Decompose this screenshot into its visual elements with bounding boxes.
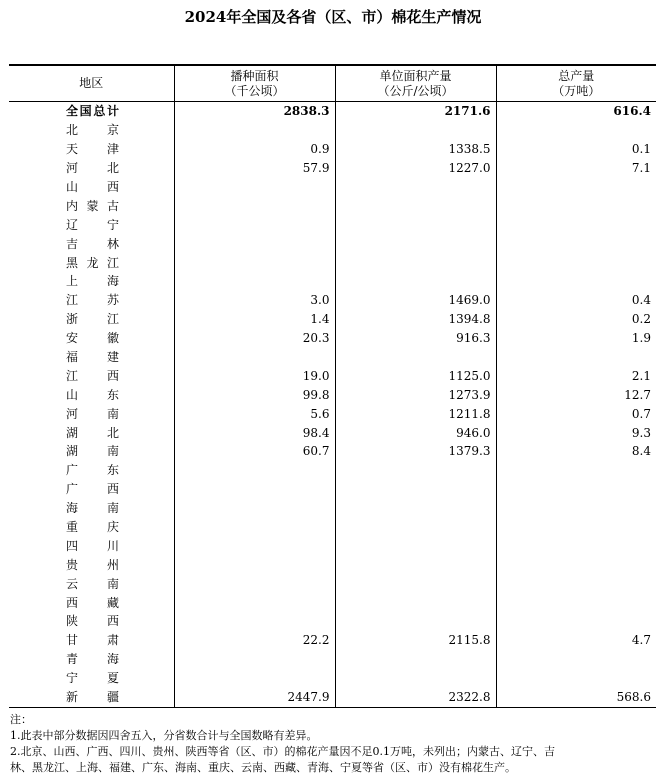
region-name: 浙江 (66, 312, 119, 327)
cell-yield: 2115.8 (335, 631, 496, 650)
cell-output (496, 574, 656, 593)
cell-yield: 2171.6 (335, 102, 496, 121)
cell-area: 3.0 (174, 291, 335, 310)
cell-area (174, 612, 335, 631)
cell-yield: 2322.8 (335, 688, 496, 707)
table-row (9, 499, 656, 518)
cell-output (496, 196, 656, 215)
cell-region (9, 140, 174, 159)
cell-area (174, 178, 335, 197)
region-name: 海南 (66, 501, 119, 516)
cell-region (9, 121, 174, 140)
cell-area (174, 253, 335, 272)
cell-output (496, 234, 656, 253)
cell-output (496, 178, 656, 197)
region-name: 山西 (66, 180, 119, 194)
region-name: 云南 (66, 576, 119, 591)
cell-yield: 1227.0 (335, 159, 496, 178)
cell-region (9, 574, 174, 593)
header-yield-unit: （公斤/公顷） (377, 83, 454, 98)
table-row (9, 215, 656, 234)
cell-region (9, 442, 174, 461)
header-area-label: 播种面积 (230, 68, 279, 83)
table-row (9, 121, 656, 140)
region-name: 安徽 (66, 331, 119, 346)
cell-area: 2447.9 (174, 688, 335, 707)
cell-output: 8.4 (496, 442, 656, 461)
cell-yield (335, 253, 496, 272)
table-row (9, 669, 656, 688)
cell-region (9, 348, 174, 367)
cell-yield (335, 536, 496, 555)
cell-area (174, 196, 335, 215)
cell-output: 0.1 (496, 140, 656, 159)
cell-output: 0.4 (496, 291, 656, 310)
cell-area: 99.8 (174, 385, 335, 404)
cell-region (9, 536, 174, 555)
cell-area (174, 499, 335, 518)
table-body (9, 102, 656, 708)
cell-area (174, 555, 335, 574)
table-row (9, 631, 656, 650)
cell-area (174, 234, 335, 253)
cell-area (174, 650, 335, 669)
cell-output (496, 253, 656, 272)
cell-area (174, 121, 335, 140)
cell-region (9, 385, 174, 404)
cell-output (496, 555, 656, 574)
region-name: 江西 (66, 368, 119, 383)
cell-output: 0.7 (496, 404, 656, 423)
cell-area: 57.9 (174, 159, 335, 178)
cotton-production-table (9, 64, 656, 708)
cell-output (496, 272, 656, 291)
cell-output (496, 593, 656, 612)
cell-region (9, 329, 174, 348)
note-1: 1.此表中部分数据因四舍五入，分省数合计与全国数略有差异。 (10, 729, 318, 742)
table-row (9, 480, 656, 499)
cell-yield: 1394.8 (335, 310, 496, 329)
cell-area: 20.3 (174, 329, 335, 348)
cell-output (496, 499, 656, 518)
cell-yield (335, 461, 496, 480)
table-row (9, 404, 656, 423)
cell-yield: 1125.0 (335, 366, 496, 385)
cell-region (9, 461, 174, 480)
table-row (9, 442, 656, 461)
cell-yield: 1469.0 (335, 291, 496, 310)
region-name: 北京 (66, 123, 119, 138)
cell-region (9, 159, 174, 178)
cell-yield (335, 480, 496, 499)
table-row (9, 196, 656, 215)
cell-area (174, 669, 335, 688)
region-name: 贵州 (66, 557, 119, 572)
cell-region (9, 291, 174, 310)
table-row (9, 574, 656, 593)
table-row (9, 272, 656, 291)
cell-yield (335, 518, 496, 537)
cell-area (174, 536, 335, 555)
region-name: 湖北 (66, 425, 119, 440)
header-output-unit: （万吨） (552, 83, 601, 98)
cell-yield: 1211.8 (335, 404, 496, 423)
cell-area: 5.6 (174, 404, 335, 423)
header-region-label: 地区 (79, 76, 104, 90)
table-row (9, 536, 656, 555)
cell-yield: 1273.9 (335, 385, 496, 404)
cell-output (496, 612, 656, 631)
table-row (9, 291, 656, 310)
cell-yield (335, 121, 496, 140)
cell-yield (335, 348, 496, 367)
table-row (9, 234, 656, 253)
cell-region (9, 423, 174, 442)
cell-region (9, 593, 174, 612)
cell-yield: 1338.5 (335, 140, 496, 159)
cell-yield (335, 234, 496, 253)
region-name: 陕西 (66, 614, 119, 629)
cell-output: 9.3 (496, 423, 656, 442)
cell-yield: 1379.3 (335, 442, 496, 461)
region-name: 江苏 (66, 293, 119, 308)
region-name: 辽宁 (66, 217, 119, 232)
region-name: 宁夏 (66, 671, 119, 686)
cell-output: 4.7 (496, 631, 656, 650)
table-row (9, 518, 656, 537)
cell-region (9, 499, 174, 518)
cell-yield (335, 215, 496, 234)
cell-region (9, 234, 174, 253)
cell-region (9, 215, 174, 234)
cell-output (496, 518, 656, 537)
region-name: 黑龙江 (66, 255, 119, 270)
cell-output (496, 669, 656, 688)
footnotes (10, 712, 658, 776)
region-name: 西藏 (66, 595, 119, 610)
region-name: 甘肃 (66, 633, 119, 648)
cell-output: 0.2 (496, 310, 656, 329)
cell-yield (335, 650, 496, 669)
cell-area (174, 593, 335, 612)
cell-region (9, 272, 174, 291)
region-name: 福建 (66, 350, 119, 365)
region-name: 吉林 (66, 236, 119, 251)
cell-region (9, 650, 174, 669)
cell-output (496, 536, 656, 555)
cell-output (496, 650, 656, 669)
table-row (9, 688, 656, 707)
cell-output: 2.1 (496, 366, 656, 385)
cell-output (496, 121, 656, 140)
region-name: 天津 (66, 142, 119, 157)
cell-area (174, 461, 335, 480)
cell-output: 1.9 (496, 329, 656, 348)
cell-yield: 916.3 (335, 329, 496, 348)
cell-region (9, 555, 174, 574)
cell-area (174, 518, 335, 537)
header-yield (335, 65, 496, 102)
cell-region (9, 366, 174, 385)
cell-output (496, 348, 656, 367)
cell-region (9, 480, 174, 499)
cell-area (174, 272, 335, 291)
region-name: 山东 (66, 387, 119, 402)
cell-yield (335, 574, 496, 593)
header-output (496, 65, 656, 102)
table-row (9, 385, 656, 404)
cell-region (9, 612, 174, 631)
region-name: 全国总计 (66, 104, 119, 119)
cell-area: 1.4 (174, 310, 335, 329)
table-row-total (9, 102, 656, 121)
cell-region (9, 631, 174, 650)
region-name: 河南 (66, 406, 119, 421)
cell-area: 19.0 (174, 366, 335, 385)
note-2-line-2: 林、黑龙江、上海、福建、广东、海南、重庆、云南、西藏、青海、宁夏等省（区、市）没有棉花生产。 (10, 761, 516, 774)
cell-region (9, 253, 174, 272)
region-name: 湖南 (66, 444, 119, 459)
cell-area: 22.2 (174, 631, 335, 650)
cell-output (496, 461, 656, 480)
table-row (9, 593, 656, 612)
cell-region (9, 518, 174, 537)
table-row (9, 348, 656, 367)
cell-yield: 946.0 (335, 423, 496, 442)
cell-area (174, 480, 335, 499)
table-row (9, 461, 656, 480)
cell-area (174, 215, 335, 234)
header-yield-label: 单位面积产量 (379, 68, 452, 83)
table-row (9, 366, 656, 385)
region-name: 青海 (66, 652, 119, 667)
cell-region (9, 688, 174, 707)
header-row (9, 65, 656, 102)
header-region (9, 65, 174, 102)
table-row (9, 555, 656, 574)
cell-output: 7.1 (496, 159, 656, 178)
table-row (9, 423, 656, 442)
cell-area: 60.7 (174, 442, 335, 461)
region-name: 四川 (66, 538, 119, 553)
data-table (9, 64, 656, 708)
cell-yield (335, 612, 496, 631)
cell-region (9, 404, 174, 423)
region-name: 广东 (66, 463, 119, 478)
cell-area (174, 574, 335, 593)
cell-yield (335, 178, 496, 197)
cell-area: 98.4 (174, 423, 335, 442)
region-name: 重庆 (66, 520, 119, 535)
cell-region (9, 102, 174, 121)
table-row (9, 178, 656, 197)
cell-output: 616.4 (496, 102, 656, 121)
page-title: 2024年全国及各省（区、市）棉花生产情况 (184, 8, 482, 26)
cell-yield (335, 499, 496, 518)
table-row (9, 650, 656, 669)
cell-area: 0.9 (174, 140, 335, 159)
cell-output: 568.6 (496, 688, 656, 707)
cell-region (9, 310, 174, 329)
table-row (9, 253, 656, 272)
notes-label: 注： (10, 713, 32, 726)
cell-output: 12.7 (496, 385, 656, 404)
cell-region (9, 196, 174, 215)
note-2-line-1: 2.北京、山西、广西、四川、贵州、陕西等省（区、市）的棉花产量因不足0.1万吨，未列出；内蒙古、辽宁、吉 (10, 745, 555, 758)
region-name: 新疆 (66, 690, 119, 705)
cell-yield (335, 669, 496, 688)
region-name: 上海 (66, 274, 119, 289)
cell-yield (335, 196, 496, 215)
header-area (174, 65, 335, 102)
cell-area: 2838.3 (174, 102, 335, 121)
header-area-unit: （千公顷） (224, 83, 285, 98)
cell-output (496, 480, 656, 499)
cell-yield (335, 272, 496, 291)
table-row (9, 612, 656, 631)
cell-area (174, 348, 335, 367)
table-row (9, 159, 656, 178)
cell-region (9, 669, 174, 688)
cell-output (496, 215, 656, 234)
header-output-label: 总产量 (558, 68, 595, 83)
cell-yield (335, 555, 496, 574)
region-name: 河北 (66, 161, 119, 176)
region-name: 内蒙古 (66, 198, 119, 213)
table-row (9, 140, 656, 159)
table-row (9, 310, 656, 329)
cell-region (9, 178, 174, 197)
cell-yield (335, 593, 496, 612)
table-row (9, 329, 656, 348)
region-name: 广西 (66, 482, 119, 497)
